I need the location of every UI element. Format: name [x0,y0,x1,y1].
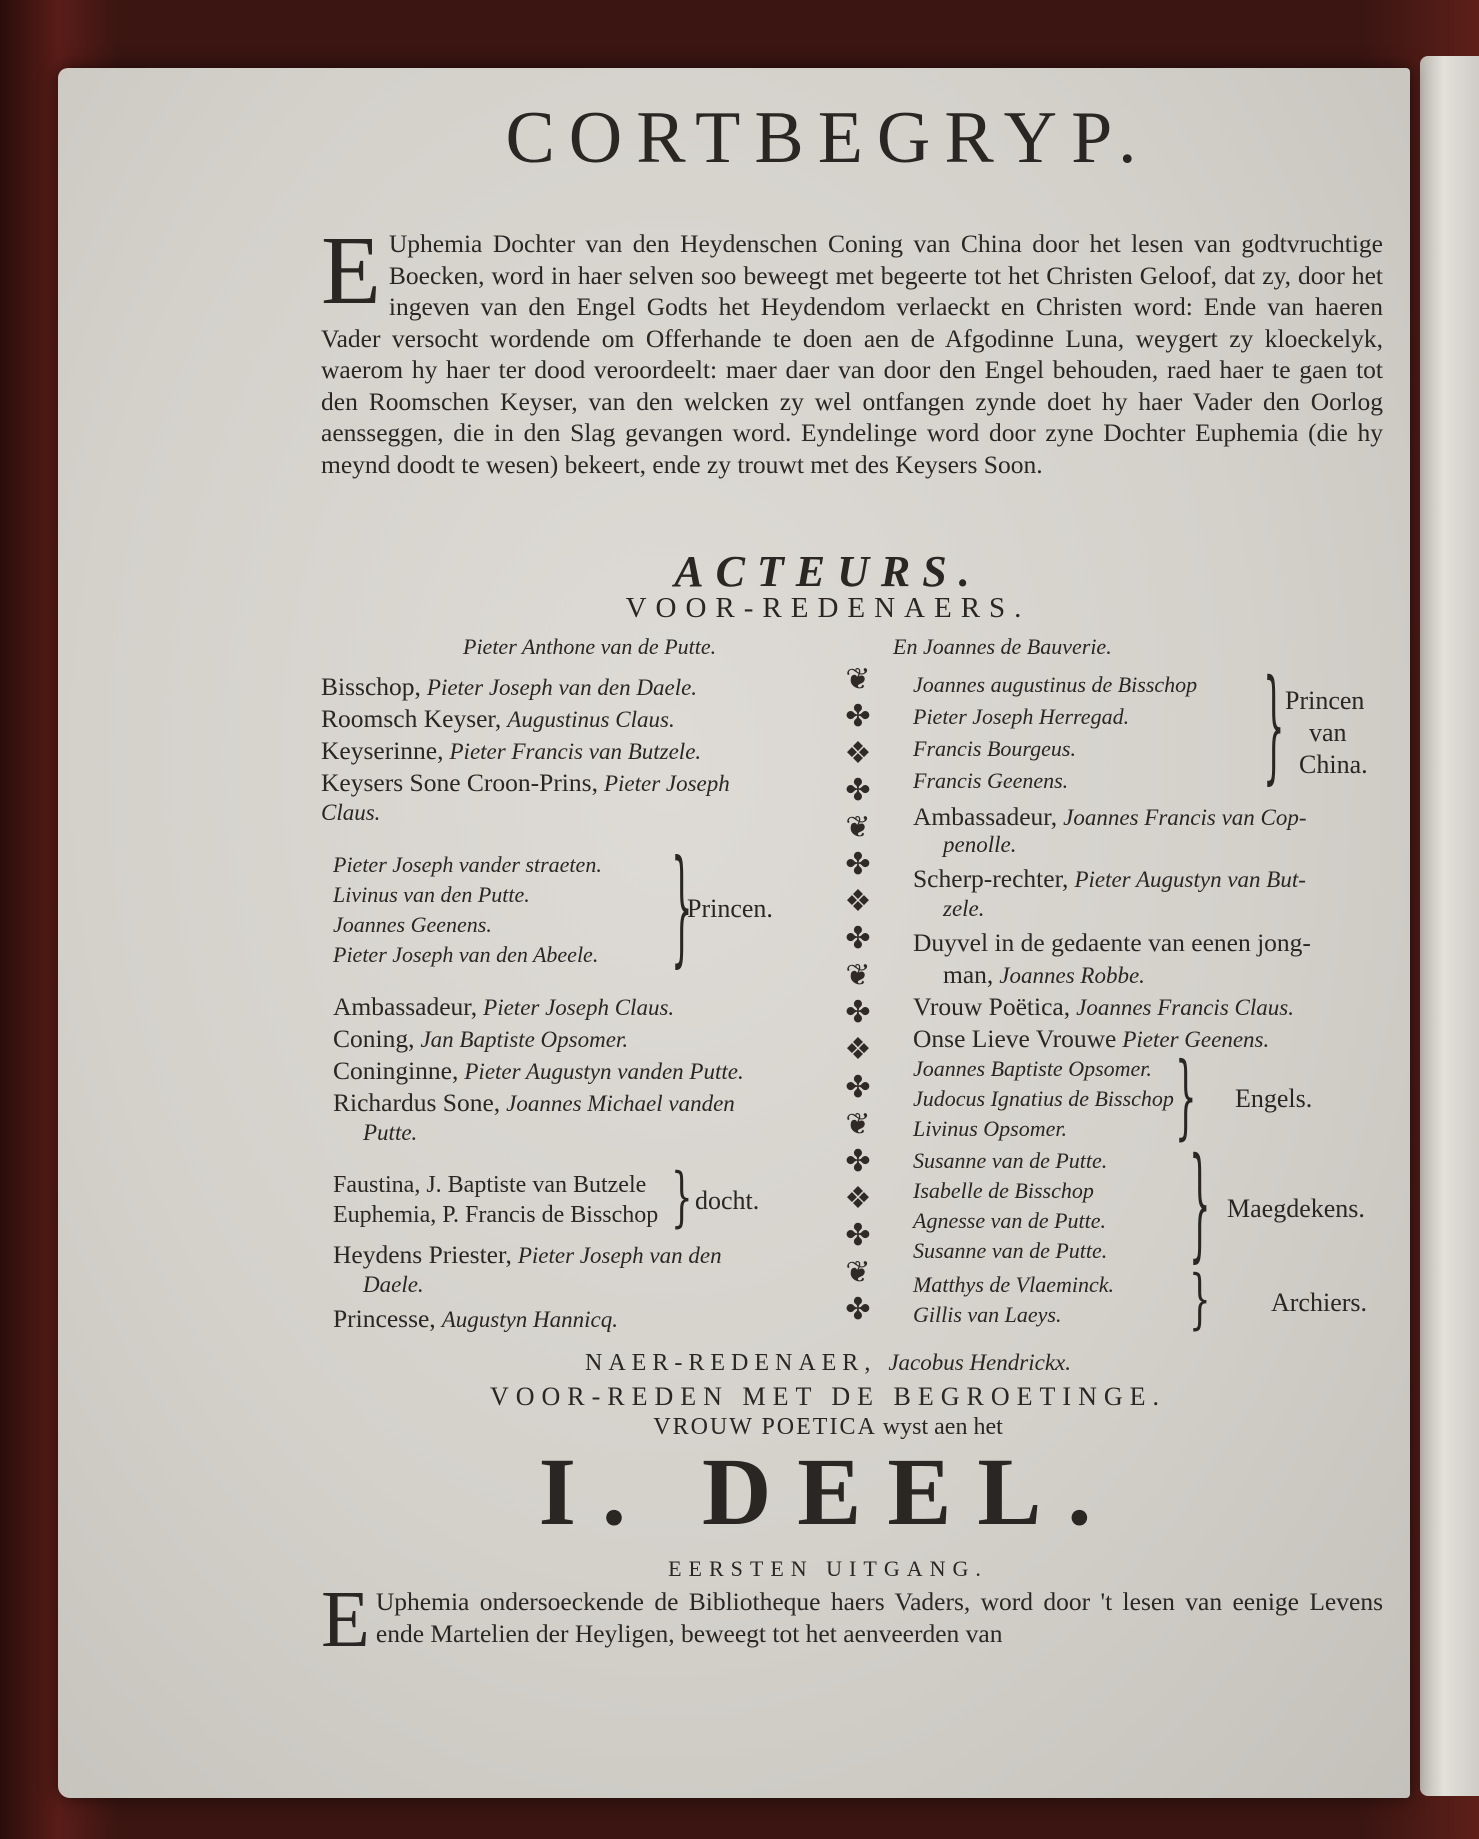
naer-redenaer: NAER-REDENAER, Jacobus Hendrickx. [585,1350,1071,1376]
cast-line: Scherp-rechter, Pieter Augustyn van But- [913,864,1306,893]
group-brace: } [671,834,693,983]
cast-line-continued: Claus. [321,800,381,825]
princen-member: Pieter Joseph van den Abeele. [333,942,599,967]
cast-line: Princesse, Augustyn Hannicq. [333,1304,618,1333]
princen-label: Princen. [687,894,773,923]
maegd-member: Susanne van de Putte. [913,1238,1108,1263]
cast-line: Duyvel in de gedaente van eenen jong- [913,928,1311,957]
cast-line: Richardus Sone, Joannes Michael vanden [333,1088,735,1117]
begroetinge-heading: VOOR-REDEN MET DE BEGROETINGE. [489,1382,1167,1411]
dochter-member: Euphemia, P. Francis de Bisschop [333,1202,659,1228]
drop-cap: E [321,1576,370,1664]
group-brace: } [671,1160,693,1237]
closing-paragraph [321,1576,1383,1664]
engel-member: Judocus Ignatius de Bisschop [913,1086,1174,1111]
acteurs-heading: ACTEURS. [674,547,982,596]
eersten-uitgang-heading: EERSTEN UITGANG. [668,1556,988,1581]
maegdekens-label: Maegdekens. [1227,1194,1365,1223]
cast-line: Ambassadeur, Pieter Joseph Claus. [333,992,675,1021]
archier-member: Gillis van Laeys. [913,1302,1062,1327]
maegd-member: Susanne van de Putte. [913,1148,1108,1173]
china-label-1: Princen [1285,686,1365,715]
engels-label: Engels. [1235,1084,1313,1113]
princen-member: Pieter Joseph vander straeten. [333,852,602,877]
deel-heading: I. DEEL. [538,1438,1118,1545]
cast-line: Roomsch Keyser, Augustinus Claus. [321,704,675,733]
princen-member: Livinus van den Putte. [333,882,530,907]
engel-member: Livinus Opsomer. [913,1116,1068,1141]
dochter-member: Faustina, J. Baptiste van Butzele [333,1172,647,1198]
cast-line: Keyserinne, Pieter Francis van Butzele. [321,736,702,765]
archiers-label: Archiers. [1271,1288,1368,1317]
maegd-member: Agnesse van de Putte. [913,1208,1107,1233]
facing-page-edge [1420,56,1479,1796]
cast-line-continued: zele. [943,896,985,921]
cast-line: Ambassadeur, Joannes Francis van Cop- [913,802,1307,831]
group-brace: } [1189,1262,1211,1339]
princen-member: Joannes Geenens. [333,912,492,937]
summary-paragraph [321,217,1383,480]
cast-line-continued: man, Joannes Robbe. [943,960,1145,989]
china-member: Francis Geenens. [913,768,1069,793]
cast-line: Vrouw Poëtica, Joannes Francis Claus. [913,992,1294,1021]
cast-line-continued: Daele. [363,1272,424,1297]
voor-redenaer-left: Pieter Anthone van de Putte. [463,634,717,659]
group-brace: } [1263,655,1285,800]
china-label-2: van [1309,718,1347,747]
china-member: Joannes augustinus de Bisschop [913,672,1198,697]
cast-line: Onse Lieve Vrouwe Pieter Geenens. [913,1024,1270,1053]
cast-line: Coninginne, Pieter Augustyn vanden Putte. [333,1056,744,1085]
china-member: Pieter Joseph Herregad. [913,704,1130,729]
maegd-member: Isabelle de Bisschop [913,1178,1094,1203]
voor-redenaer-right: En Joannes de Bauverie. [893,634,1112,659]
page-title: CORTBEGRYP. [505,97,1151,179]
cast-line-continued: penolle. [943,832,1017,857]
cast-line: Keysers Sone Croon-Prins, Pieter Joseph [321,768,730,797]
dochters-label: docht. [695,1186,760,1215]
page-content [263,68,1393,1798]
voor-redenaers-heading: VOOR-REDENAERS. [625,592,1031,624]
archier-member: Matthys de Vlaeminck. [913,1272,1114,1297]
group-brace: } [1175,1043,1197,1152]
china-member: Francis Bourgeus. [913,736,1076,761]
cast-line: Coning, Jan Baptiste Opsomer. [333,1024,629,1053]
group-brace: } [1189,1133,1211,1278]
vrouw-poetica-line: VROUW POETICA wyst aen het [653,1414,1003,1440]
ornament-divider: ❦ ✤ ❖ ✤ ❦ ✤ ❖ ✤ ❦ ✤ ❖ ✤ ❦ ✤ ❖ ✤ ❦ ✤ [844,662,872,1327]
closing-text: Uphemia ondersoeckende de Bibliotheque haers Vaders, word door 't lesen van eenige Levens ende Martelien der Heyligen, beweegt tot het aenveerden van [375,1587,1383,1648]
cast-line: Heydens Priester, Pieter Joseph van den [333,1240,722,1269]
engel-member: Joannes Baptiste Opsomer. [913,1056,1152,1081]
cast-line: Bisschop, Pieter Joseph van den Daele. [321,672,698,701]
cast-line-continued: Putte. [363,1120,418,1145]
china-label-3: China. [1299,750,1368,779]
drop-cap: E [321,217,381,325]
book-page [58,68,1410,1798]
summary-text: Uphemia Dochter van den Heydenschen Coning van China door het lesen van godtvruchtige Boecken, word in haer selven soo beweegt met begeerte tot het Christen Geloof, dat zy, door het ingeven van den Engel Godts het Heydendom verlaeckt en Christen word: Ende van haeren Vader versocht wordende om Offerhande te doen aen de Afgodinne Luna, weygert zy kloeckelyk, waerom hy haer ter dood veroordeelt: maer daer van door den Engel behouden, raed haer te gaen tot den Roomschen Keyser, van den welcken zy wel ontfangen zynde doet hy haer Vader den Oorlog aensseggen, die in den Slag gevangen word. Eyndelinge word door zyne Dochter Euphemia (die hy meynd doodt te wesen) bekeert, ende zy trouwt met des Keysers Soon. [321,229,1383,479]
